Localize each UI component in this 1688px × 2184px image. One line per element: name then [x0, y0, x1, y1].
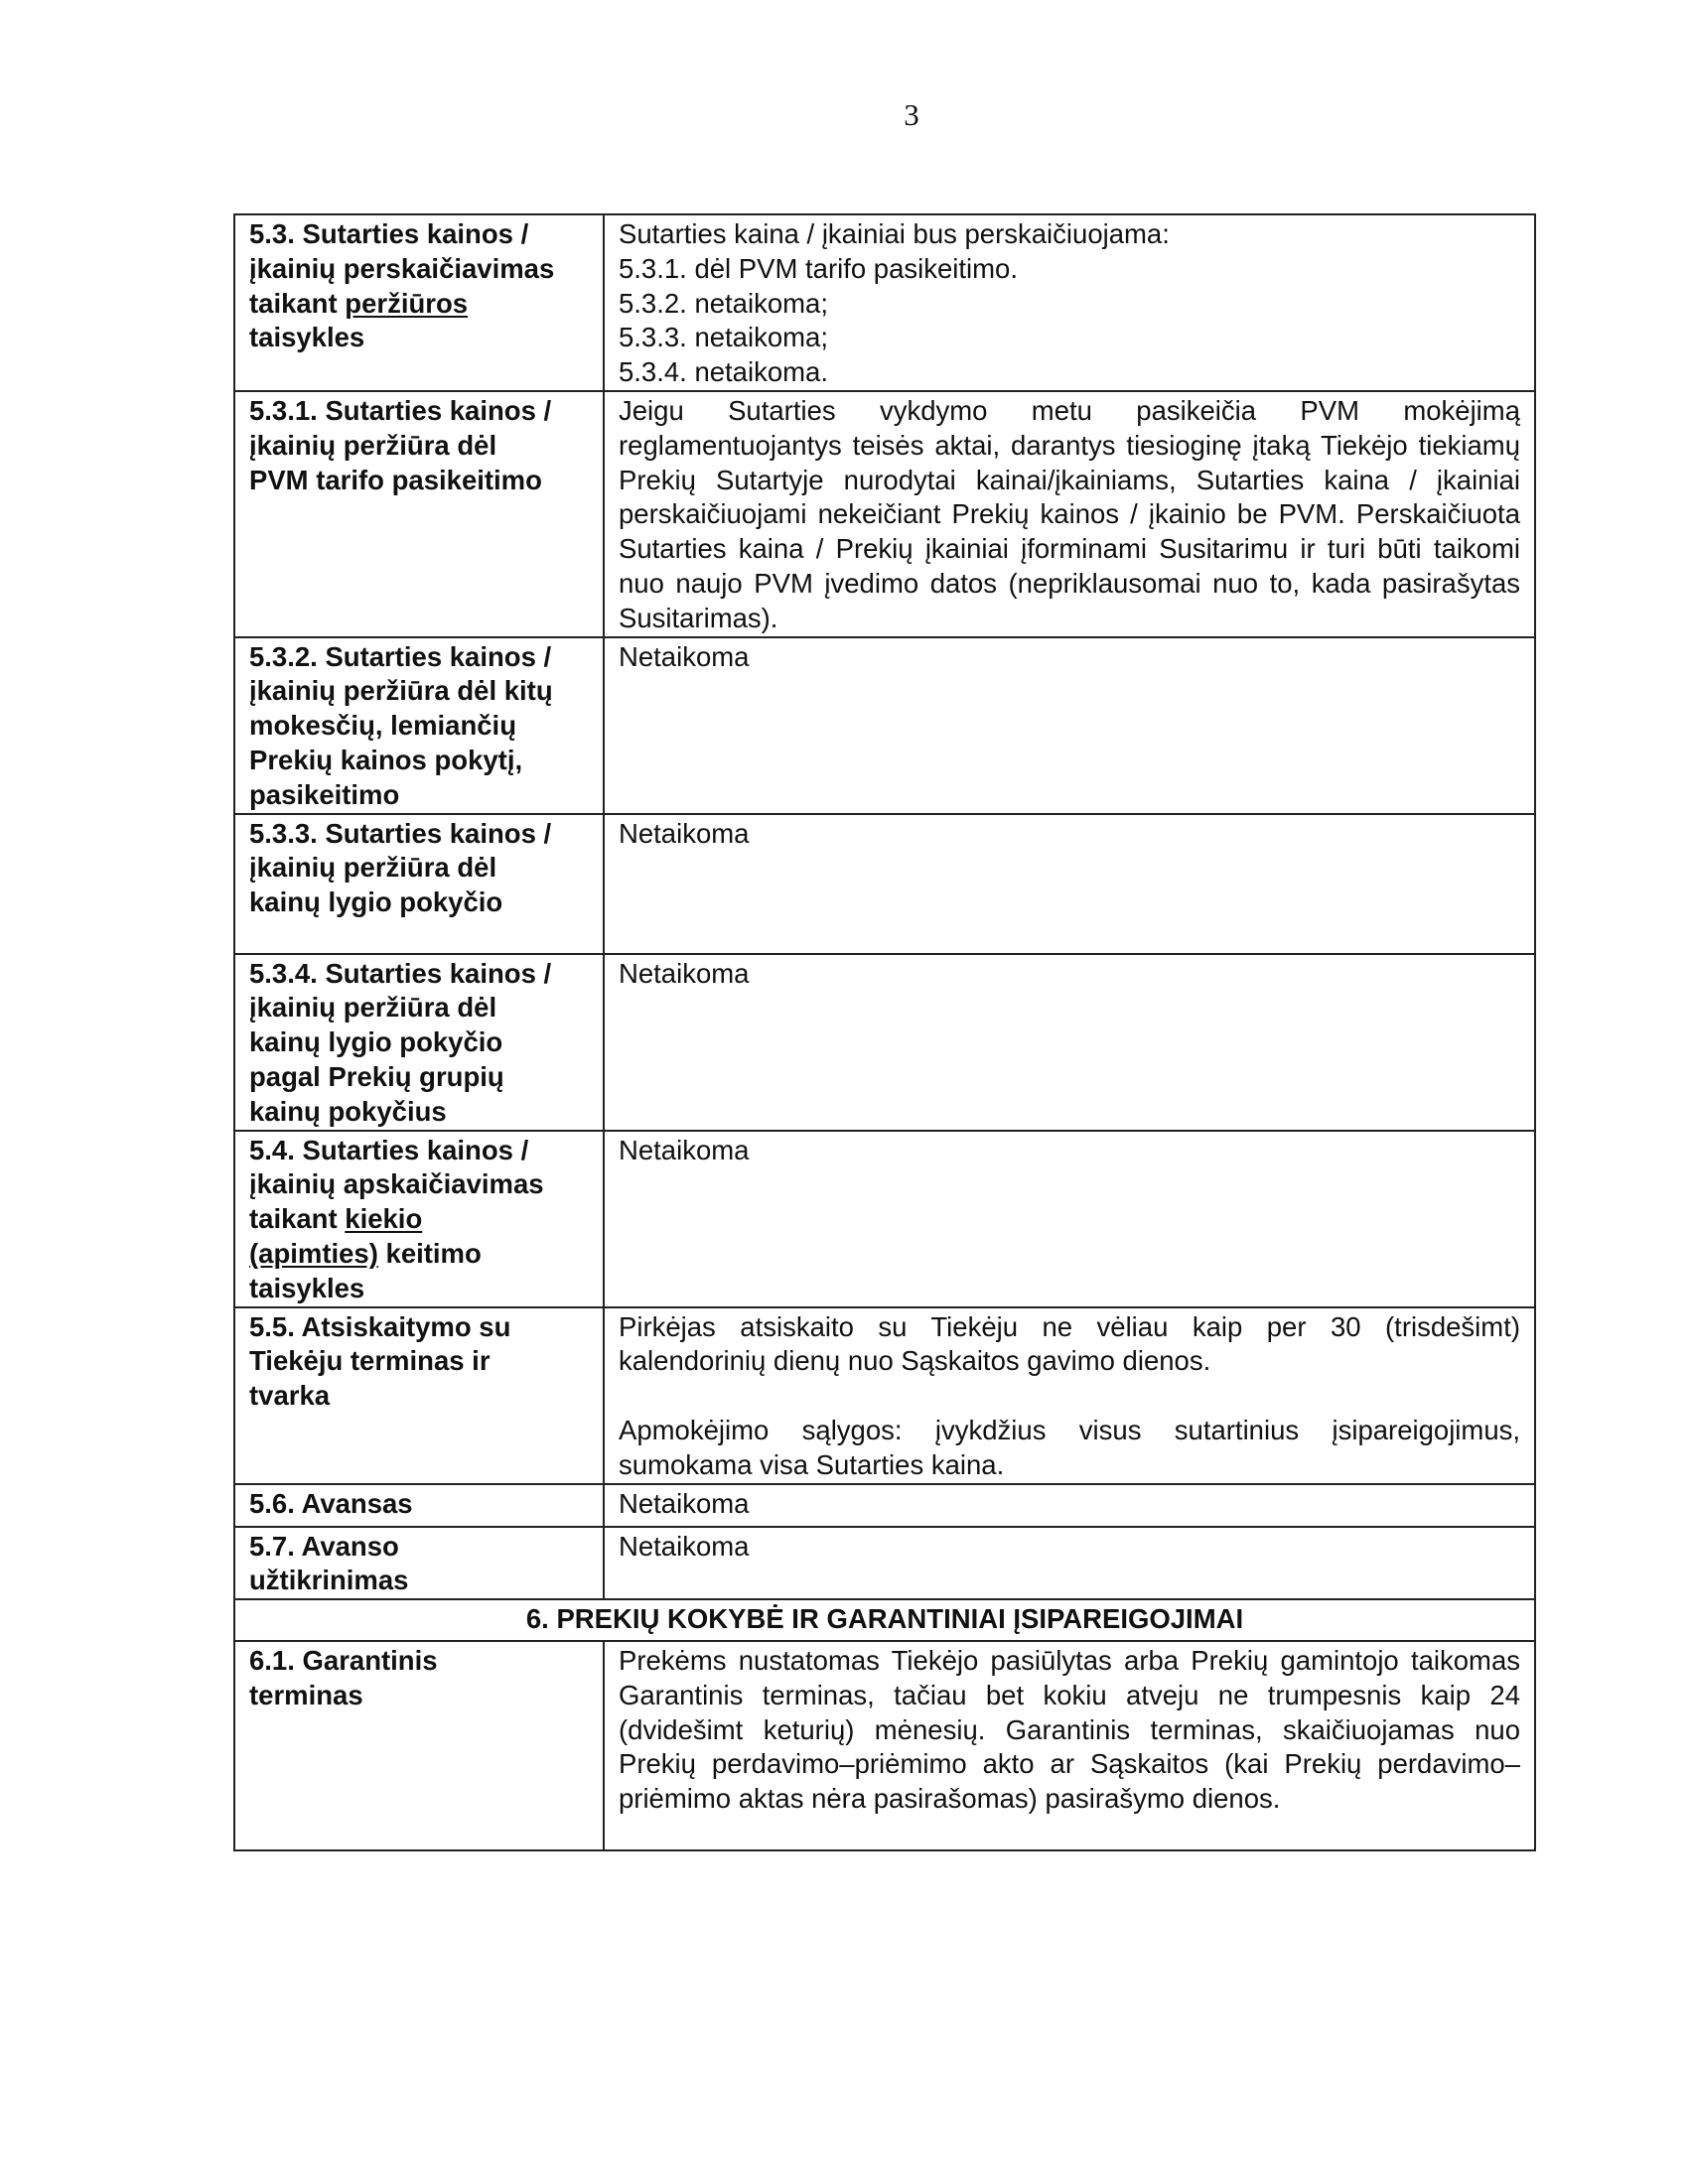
label-line: 5.3.4. Sutarties kainos /: [249, 957, 552, 989]
table-row: [234, 1641, 1535, 1850]
content-line: 5.3.3. netaikoma;: [619, 322, 828, 353]
label-line: užtikrinimas: [249, 1565, 409, 1596]
content-line: 5.3.1. dėl PVM tarifo pasikeitimo.: [619, 252, 1018, 284]
label-line: tvarka: [249, 1380, 331, 1412]
table-row: [234, 214, 1535, 391]
row-content: Netaikoma: [604, 954, 1535, 1131]
row-content: Jeigu Sutarties vykdymo metu pasikeičia PVM mokėjimą reglamentuojantys teisės aktai, darantys tiesioginę įtaką Tiekėjo tiekiamų Prekių Sutartyje nurodytai kainai/įkainiams, Sutarties kaina / įkainiai perskaičiuojami nekeičiant Prekių kainos / įkainio be PVM. Perskaičiuota Sutarties kaina / Prekių įkainiai įforminami Susitarimu ir turi būti taikomi nuo naujo PVM įvedimo datos (nepriklausomai nuo to, kada pasirašytas Susitarimas).: [604, 391, 1535, 637]
label-line: 5.7. Avanso: [249, 1530, 399, 1562]
table-row: [234, 1307, 1535, 1484]
label-line: taisykles: [249, 322, 365, 353]
row-content: [604, 214, 1535, 391]
content-line: Sutarties kaina / įkainiai bus perskaičiuojama:: [619, 218, 1170, 249]
label-line: 5.5. Atsiskaitymo su: [249, 1310, 511, 1342]
paragraph-gap: [619, 1379, 1520, 1414]
label-line: 5.4. Sutarties kainos /: [249, 1134, 529, 1165]
content-line: 5.3.4. netaikoma.: [619, 356, 828, 388]
row-label: [234, 1484, 604, 1527]
table-row: [234, 1527, 1535, 1600]
label-text: keitimo: [377, 1237, 482, 1269]
label-line: mokesčių, lemiančių: [249, 710, 516, 742]
row-label: [234, 1307, 604, 1484]
label-line: taisykles: [249, 1272, 365, 1303]
label-line: įkainių peržiūra dėl kitų: [249, 675, 553, 707]
row-label: [234, 814, 604, 954]
label-text: taikant: [249, 287, 346, 319]
label-line: 5.3.2. Sutarties kainos /: [249, 640, 552, 672]
label-line: [249, 1237, 589, 1272]
table-row: [234, 814, 1535, 954]
row-label: [234, 391, 604, 637]
row-content: Netaikoma: [604, 1131, 1535, 1307]
label-line: įkainių peržiūra dėl: [249, 429, 497, 461]
section-heading-row: [234, 1599, 1535, 1641]
label-line: 5.3. Sutarties kainos /: [249, 218, 529, 249]
row-content: Netaikoma: [604, 1527, 1535, 1600]
label-underlined: kiekio: [345, 1203, 423, 1235]
label-line: [249, 287, 589, 322]
label-line: [249, 1202, 589, 1237]
table-row: [234, 954, 1535, 1131]
label-line: 5.3.1. Sutarties kainos /: [249, 394, 552, 426]
table-row: [234, 1484, 1535, 1527]
label-line: Prekių kainos pokytį,: [249, 744, 523, 775]
label-line: Tiekėju terminas ir: [249, 1345, 491, 1377]
table-row: [234, 637, 1535, 814]
content-paragraph: Apmokėjimo sąlygos: įvykdžius visus sutartinius įsipareigojimus, sumokama visa Sutarties kaina.: [619, 1414, 1520, 1480]
row-content: [604, 1307, 1535, 1484]
row-content: Prekėms nustatomas Tiekėjo pasiūlytas arba Prekių gamintojo taikomas Garantinis terminas, tačiau bet kokiu atveju ne trumpesnis kaip 24 (dvidešimt keturių) mėnesių. Garantinis terminas, skaičiuojamas nuo Prekių perdavimo–priėmimo akto ar Sąskaitos (kai Prekių perdavimo–priėmimo aktas nėra pasirašomas) pasirašymo dienos.: [604, 1641, 1535, 1850]
label-line: įkainių peržiūra dėl: [249, 992, 497, 1024]
label-line: PVM tarifo pasikeitimo: [249, 464, 542, 495]
label-underlined: peržiūros: [345, 287, 469, 319]
label-line: įkainių perskaičiavimas: [249, 252, 555, 284]
label-line: kainų lygio pokyčio: [249, 887, 503, 918]
row-label: [234, 1527, 604, 1600]
table-row: [234, 1131, 1535, 1307]
row-label: [234, 1131, 604, 1307]
content-paragraph: Pirkėjas atsiskaito su Tiekėju ne vėliau kaip per 30 (trisdešimt) kalendorinių dienų nuo Sąskaitos gavimo dienos.: [619, 1310, 1520, 1377]
label-underlined: (apimties): [249, 1237, 378, 1269]
label-line: 5.6. Avansas: [249, 1487, 413, 1519]
contract-terms-table: [233, 213, 1536, 1851]
table-row: [234, 391, 1535, 637]
page-number: 3: [904, 97, 919, 132]
label-line: pagal Prekių grupių: [249, 1060, 504, 1092]
section-title: 6. PREKIŲ KOKYBĖ IR GARANTINIAI ĮSIPAREIGOJIMAI: [234, 1599, 1535, 1641]
row-label: [234, 1641, 604, 1850]
row-label: [234, 637, 604, 814]
label-line: terminas: [249, 1679, 363, 1710]
label-line: kainų pokyčius: [249, 1095, 447, 1127]
label-line: 6.1. Garantinis: [249, 1645, 438, 1677]
row-content: Netaikoma: [604, 814, 1535, 954]
row-label: [234, 954, 604, 1131]
label-line: įkainių apskaičiavimas: [249, 1168, 544, 1200]
row-label: [234, 214, 604, 391]
label-line: kainų lygio pokyčio: [249, 1026, 503, 1058]
row-content: Netaikoma: [604, 1484, 1535, 1527]
label-line: įkainių peržiūra dėl: [249, 852, 497, 884]
label-text: taikant: [249, 1203, 346, 1235]
label-line: 5.3.3. Sutarties kainos /: [249, 817, 552, 849]
label-line: pasikeitimo: [249, 778, 400, 810]
row-content: Netaikoma: [604, 637, 1535, 814]
content-line: 5.3.2. netaikoma;: [619, 287, 828, 319]
